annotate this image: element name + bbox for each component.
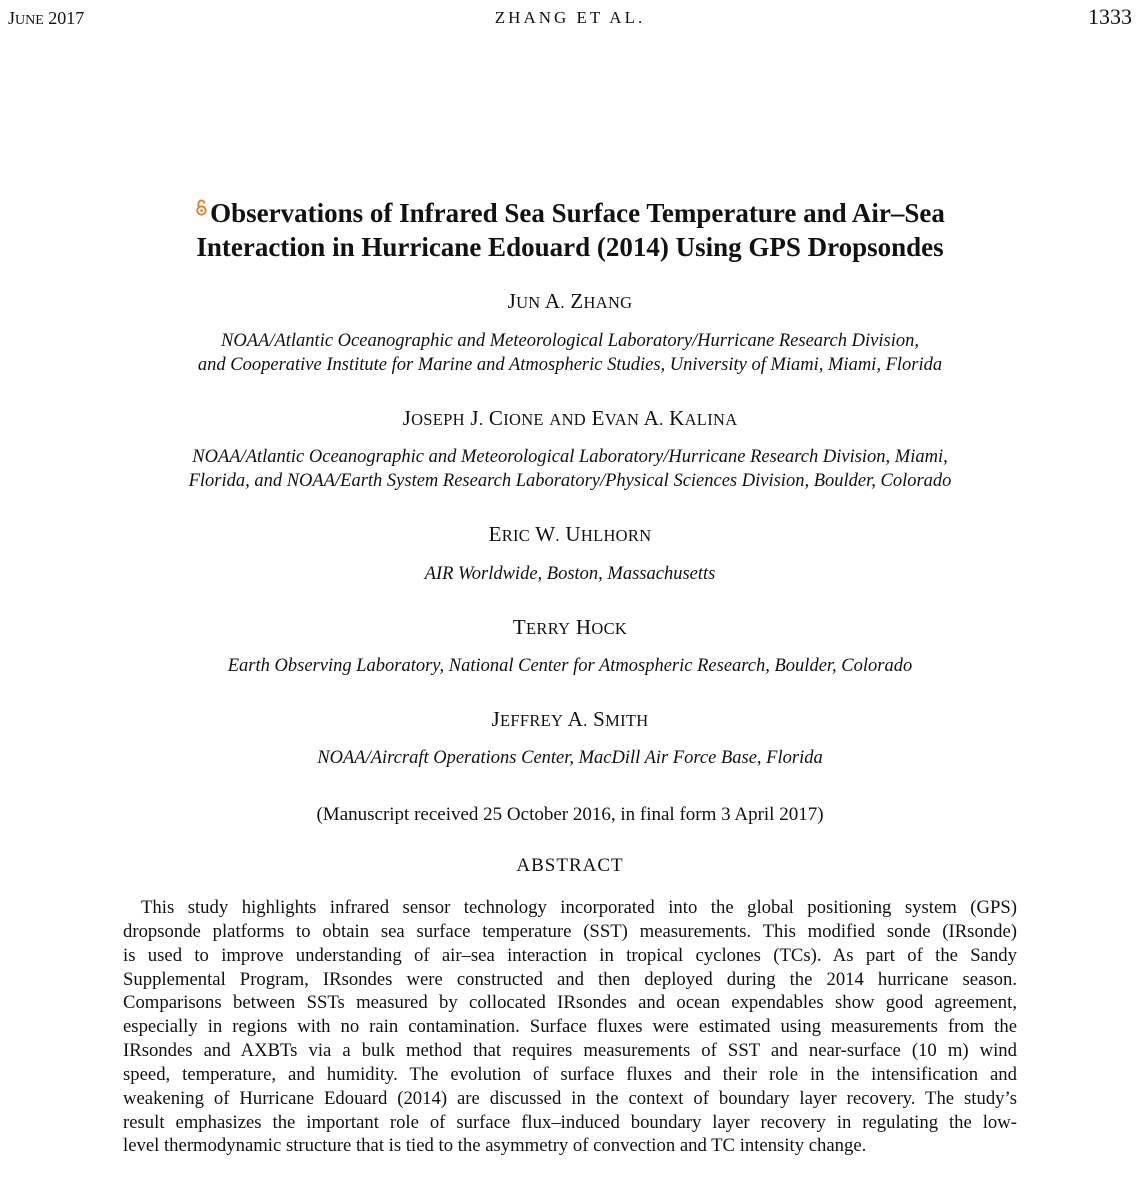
article-title — [0, 190, 1140, 264]
manuscript-received: (Manuscript received 25 October 2016, in final form 3 April 2017) — [316, 804, 824, 825]
page-number: 1333 — [1088, 4, 1132, 29]
author-affiliation: NOAA/Atlantic Oceanographic and Meteorological Laboratory/Hurricane Research Division, and Cooperative Institute for Marine and Atmospheric Studies, University of Miami, Miami, Florida — [197, 331, 943, 375]
author-affiliation: Earth Observing Laboratory, National Center for Atmospheric Research, Boulder, Colorado — [227, 656, 913, 676]
author-name: TERRY HOCK — [512, 615, 628, 639]
author-affiliation: NOAA/Aircraft Operations Center, MacDill Air Force Base, Florida — [317, 748, 823, 768]
abstract-line: IRsondes and AXBTs via a bulk method that requires measurements of SST and near-surface (10 m) wind — [123, 1040, 1017, 1062]
open-access-icon — [195, 190, 208, 224]
abstract-line: dropsonde platforms to obtain sea surface temperature (SST) measurements. This modified sonde (IRsonde) — [123, 920, 1017, 942]
abstract-line: Comparisons between SSTs measured by collocated IRsondes and ocean expendables show good agreement, — [123, 992, 1017, 1014]
abstract-line: is used to improve understanding of air–sea interaction in tropical cyclones (TCs). As part of the Sandy — [123, 944, 1017, 966]
abstract-line: especially in regions with no rain contamination. Surface fluxes were estimated using measurements from the — [123, 1016, 1017, 1038]
running-authors: ZHANG ET AL. — [494, 8, 646, 27]
author-name: JEFFREY A. SMITH — [491, 707, 649, 731]
running-head — [0, 6, 1140, 32]
author-affiliation: AIR Worldwide, Boston, Massachusetts — [424, 564, 716, 584]
title-line-1: Observations of Infrared Sea Surface Temperature and Air–Sea — [195, 198, 945, 228]
abstract-line: result emphasizes the important role of surface flux–induced boundary layer recovery in regulating the low- — [123, 1111, 1017, 1133]
author-name: JUN A. ZHANG — [507, 289, 633, 313]
abstract-heading: ABSTRACT — [516, 855, 624, 876]
abstract-line: level thermodynamic structure that is tied to the asymmetry of convection and TC intensity change. — [123, 1135, 867, 1157]
author-name: JOSEPH J. CIONE AND EVAN A. KALINA — [402, 406, 738, 430]
abstract-text — [123, 896, 1017, 1158]
abstract-line: speed, temperature, and humidity. The evolution of surface fluxes and their role in the intensification and — [123, 1063, 1017, 1085]
abstract-line: weakening of Hurricane Edouard (2014) are discussed in the context of boundary layer recovery. The study’s — [123, 1087, 1017, 1109]
author-name: ERIC W. UHLHORN — [488, 522, 652, 546]
title-line-2: Interaction in Hurricane Edouard (2014) Using GPS Dropsondes — [196, 232, 944, 262]
author-affiliation: NOAA/Atlantic Oceanographic and Meteorological Laboratory/Hurricane Research Division, Miami, Florida, and NOAA/Earth System Research Laboratory/Physical Sciences Division, Boulder, Colorado — [188, 447, 952, 491]
abstract-line: This study highlights infrared sensor technology incorporated into the global positioning system (GPS) — [141, 897, 1017, 918]
issue-date: JUNE 2017 — [8, 8, 85, 28]
abstract-line: Supplemental Program, IRsondes were constructed and then deployed during the 2014 hurricane season. — [123, 968, 1017, 990]
